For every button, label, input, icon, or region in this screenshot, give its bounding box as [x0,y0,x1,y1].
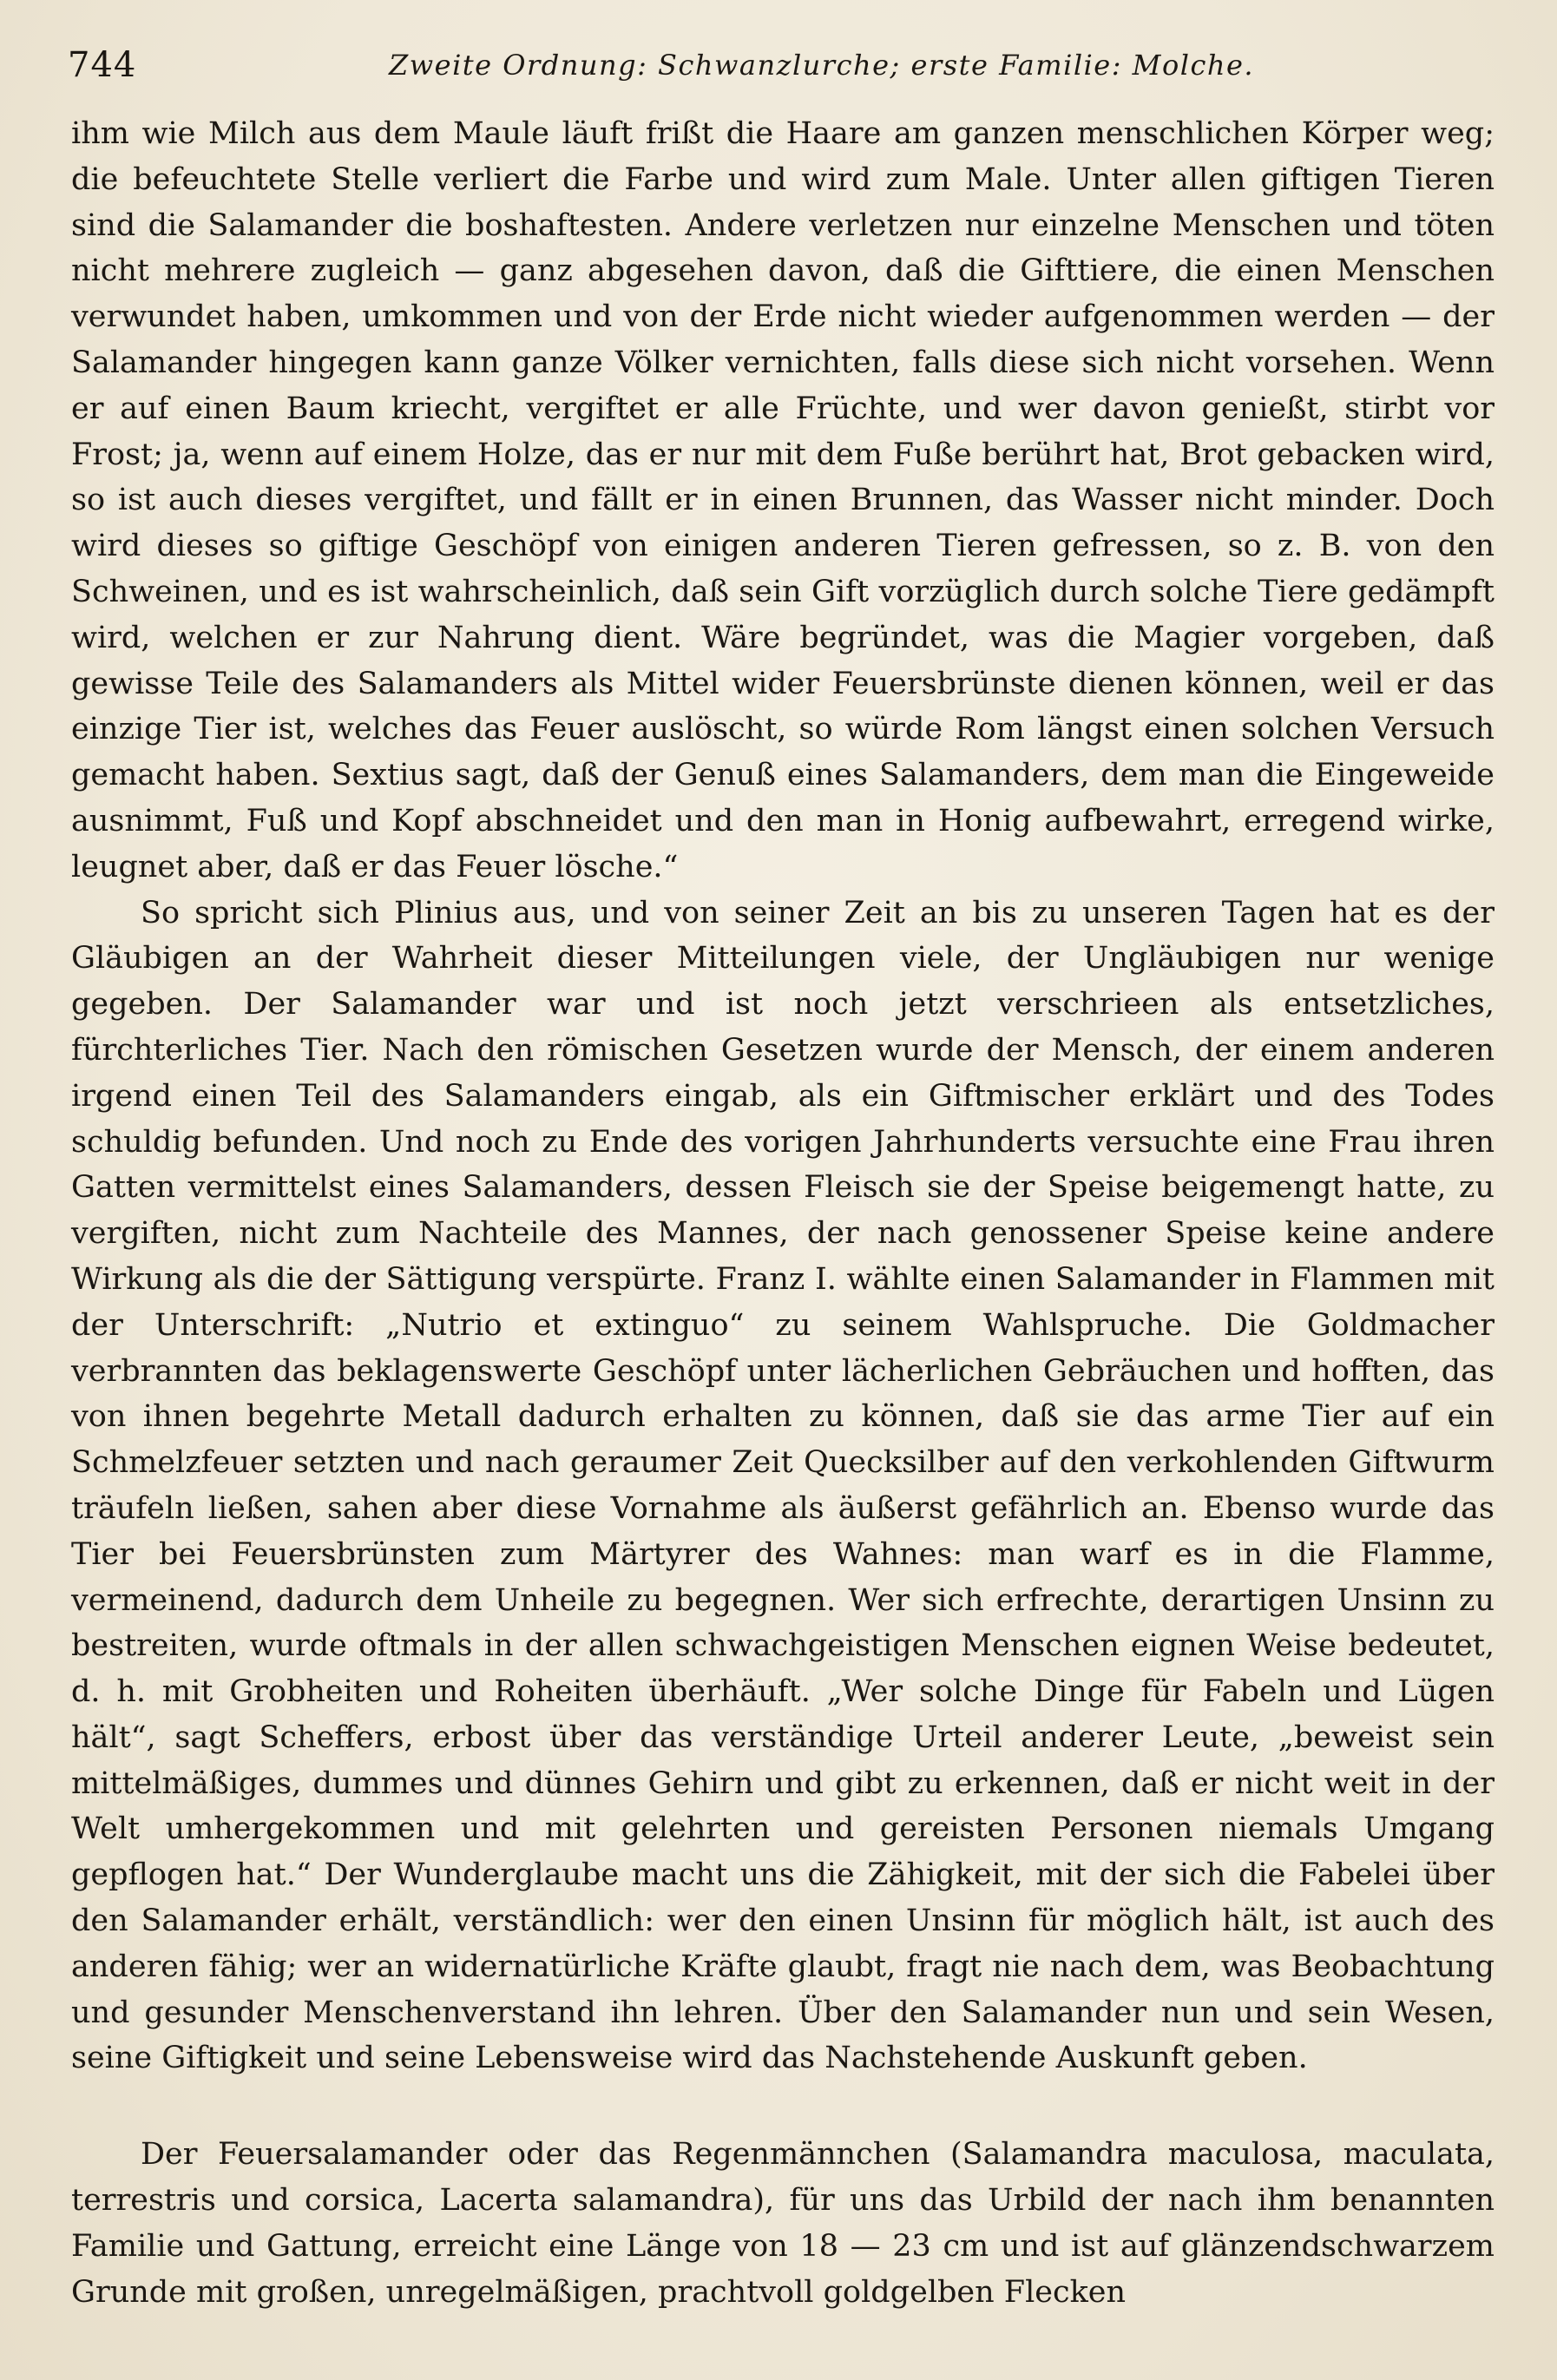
running-title: Zweite Ordnung: Schwanzlurche; erste Familie: Molche. [389,49,1255,82]
page-header [68,45,1500,97]
paragraph-pliny-quote-end: ihm wie Milch aus dem Maule läuft frißt die Haare am ganzen menschlichen Körper weg; die befeuchtete Stelle verliert die Farbe und wird zum Male. Unter allen giftigen Tieren sind die Salamander die boshaftesten. Andere verletzen nur einzelne Menschen und töten nicht mehrere zugleich — ganz abgesehen davon, daß die Gifttiere, die einen Menschen verwundet haben, umkommen und von der Erde nicht wieder aufgenommen werden — der Salamander hingegen kann ganze Völker vernichten, falls diese sich nicht vorsehen. Wenn er auf einen Baum kriecht, vergiftet er alle Früchte, und wer davon genießt, stirbt vor Frost; ja, wenn auf einem Holze, das er nur mit dem Fuße berührt hat, Brot gebacken wird, so ist auch dieses vergiftet, und fällt er in einen Brunnen, das Wasser nicht minder. Doch wird dieses so giftige Geschöpf von einigen anderen Tieren gefressen, so z. B. von den Schweinen, und es ist wahrscheinlich, daß sein Gift vorzüglich durch solche Tiere gedämpft wird, welchen er zur Nahrung dient. Wäre begründet, was die Magier vorgeben, daß gewisse Teile des Salamanders als Mittel wider Feuersbrünste dienen können, weil er das einzige Tier ist, welches das Feuer auslöscht, so würde Rom längst einen solchen Versuch gemacht haben. Sextius sagt, daß der Genuß eines Salamanders, dem man die Eingeweide ausnimmt, Fuß und Kopf abschneidet und den man in Honig aufbewahrt, erregend wirke, leugnet aber, daß er das Feuer lösche.“ [71,116,1495,884]
body-text [71,111,1495,2315]
page-number: 744 [68,45,137,85]
paragraph-salamander-superstition: So spricht sich Plinius aus, und von seiner Zeit an bis zu unseren Tagen hat es der Gläubigen an der Wahrheit dieser Mitteilungen viele, der Ungläubigen nur wenige gegeben. Der Salamander war und ist noch jetzt verschrieen als entsetzliches, fürchterliches Tier. Nach den römischen Gesetzen wurde der Mensch, der einem anderen irgend einen Teil des Salamanders eingab, als ein Giftmischer erklärt und des Todes schuldig befunden. Und noch zu Ende des vorigen Jahrhunderts versuchte eine Frau ihren Gatten vermittelst eines Salamanders, dessen Fleisch sie der Speise beigemengt hatte, zu vergiften, nicht zum Nachteile des Mannes, der nach genossener Speise keine andere Wirkung als die der Sättigung verspürte. Franz I. wählte einen Salamander in Flammen mit der Unterschrift: „Nutrio et extinguo“ zu seinem Wahlspruche. Die Goldmacher verbrannten das beklagenswerte Geschöpf unter lächerlichen Gebräuchen und hofften, das von ihnen begehrte Metall dadurch erhalten zu können, daß sie das arme Tier auf ein Schmelzfeuer setzten und nach geraumer Zeit Quecksilber auf den verkohlenden Giftwurm träufeln ließen, sahen aber diese Vornahme als äußerst gefährlich an. Ebenso wurde das Tier bei Feuersbrünsten zum Märtyrer des Wahnes: man warf es in die Flamme, vermeinend, dadurch dem Unheile zu begegnen. Wer sich erfrechte, derartigen Unsinn zu bestreiten, wurde oftmals in der allen schwachgeistigen Menschen eignen Weise bedeutet, d. h. mit Grobheiten und Roheiten überhäuft. „Wer solche Dinge für Fabeln und Lügen hält“, sagt Scheffers, erbost über das verständige Urteil anderer Leute, „beweist sein mittelmäßiges, dummes und dünnes Gehirn und gibt zu erkennen, daß er nicht weit in der Welt umhergekommen und mit gelehrten und gereisten Personen niemals Umgang gepflogen hat.“ Der Wunderglaube macht uns die Zähigkeit, mit der sich die Fabelei über den Salamander erhält, verständlich: wer den einen Unsinn für möglich hält, ist auch des anderen fähig; wer an widernatürliche Kräfte glaubt, fragt nie nach dem, was Beobachtung und gesunder Menschenverstand ihn lehren. Über den Salamander nun und sein Wesen, seine Giftigkeit und seine Lebensweise wird das Nachstehende Auskunft geben. [71,895,1495,2076]
paragraph-fire-salamander-description: Der Feuersalamander oder das Regenmännchen (Salamandra maculosa, maculata, terrestris und corsica, Lacerta salamandra), für uns das Urbild der nach ihm benannten Familie und Gattung, erreicht eine Länge von 18 — 23 cm und ist auf glänzendschwarzem Grunde mit großen, unregelmäßigen, prachtvoll goldgelben Flecken [71,2137,1495,2310]
